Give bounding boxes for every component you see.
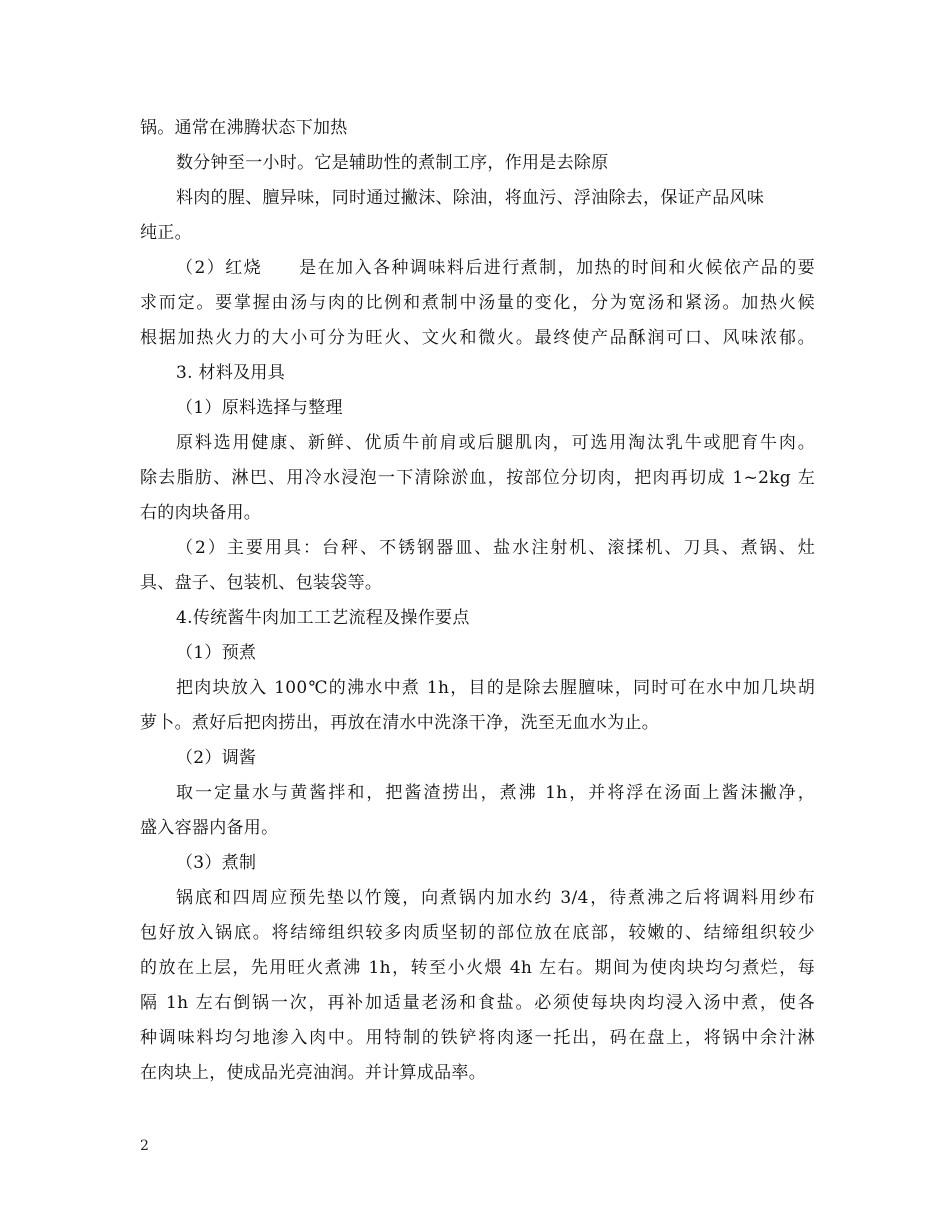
text-line: 包好放入锅底。将结缔组织较多肉质坚韧的部位放在底部，较嫩的、结缔组织较少 [140,923,815,943]
text-line: 除去脂肪、淋巴、用冷水浸泡一下清除淤血，按部位分切肉，把肉再切成 1~2kg 左 [140,468,815,488]
text-line: 右的肉块备用。 [140,503,262,523]
page-number: 2 [140,1138,149,1154]
text-line: 隔 1h 左右倒锅一次，再补加适量老汤和食盐。必须使每块肉均浸入汤中煮，使各 [140,993,815,1013]
text-line: 锅。通常在沸腾状态下加热 [140,118,348,138]
text-line: 把肉块放入 100℃的沸水中煮 1h，目的是除去腥膻味，同时可在水中加几块胡 [176,678,815,698]
text-line: 的放在上层，先用旺火煮沸 1h，转至小火煨 4h 左右。期间为使肉块均匀煮烂，每 [140,958,815,978]
text-line: 萝卜。煮好后把肉捞出，再放在清水中洗涤干净，洗至无血水为止。 [140,713,659,733]
text-line: 纯正。 [140,223,192,243]
text-line: 取一定量水与黄酱拌和，把酱渣捞出，煮沸 1h，并将浮在汤面上酱沫撇净， [176,783,815,803]
text-line: 原料选用健康、新鲜、优质牛前肩或后腿肌肉，可选用淘汰乳牛或肥育牛肉。 [176,433,815,453]
text-line: 料肉的腥、膻异味，同时通过撇沫、除油，将血污、浮油除去，保证产品风味 [176,188,765,208]
section-heading: 3. 材料及用具 [176,363,286,383]
text-line: （2）主要用具：台秤、不锈钢器皿、盐水注射机、滚揉机、刀具、煮锅、灶 [176,538,815,558]
text-line: 在肉块上，使成品光亮油润。并计算成品率。 [140,1063,486,1083]
text-line: 盛入容器内备用。 [140,818,279,838]
subsection-heading: （1）预煮 [176,643,257,663]
text-line: 根据加热火力的大小可分为旺火、文火和微火。最终使产品酥润可口、风味浓郁。 [140,328,815,348]
text-line: 求而定。要掌握由汤与肉的比例和煮制中汤量的变化，分为宽汤和紧汤。加热火候 [140,293,815,313]
text-line: 锅底和四周应预先垫以竹篾，向煮锅内加水约 3/4，待煮沸之后将调料用纱布 [176,888,815,908]
subsection-heading: （3）煮制 [176,853,257,873]
subsection-heading: （1）原料选择与整理 [176,398,343,418]
text-line: 种调味料均匀地渗入肉中。用特制的铁铲将肉逐一托出，码在盘上，将锅中余汁淋 [140,1028,815,1048]
subsection-heading: （2）调酱 [176,748,257,768]
text-line: （2）红烧 是在加入各种调味料后进行煮制，加热的时间和火候依产品的要 [176,258,815,278]
section-heading: 4.传统酱牛肉加工工艺流程及操作要点 [176,608,470,628]
text-line: 数分钟至一小时。它是辅助性的煮制工序，作用是去除原 [176,153,609,173]
text-line: 具、盘子、包装机、包装袋等。 [140,573,383,593]
